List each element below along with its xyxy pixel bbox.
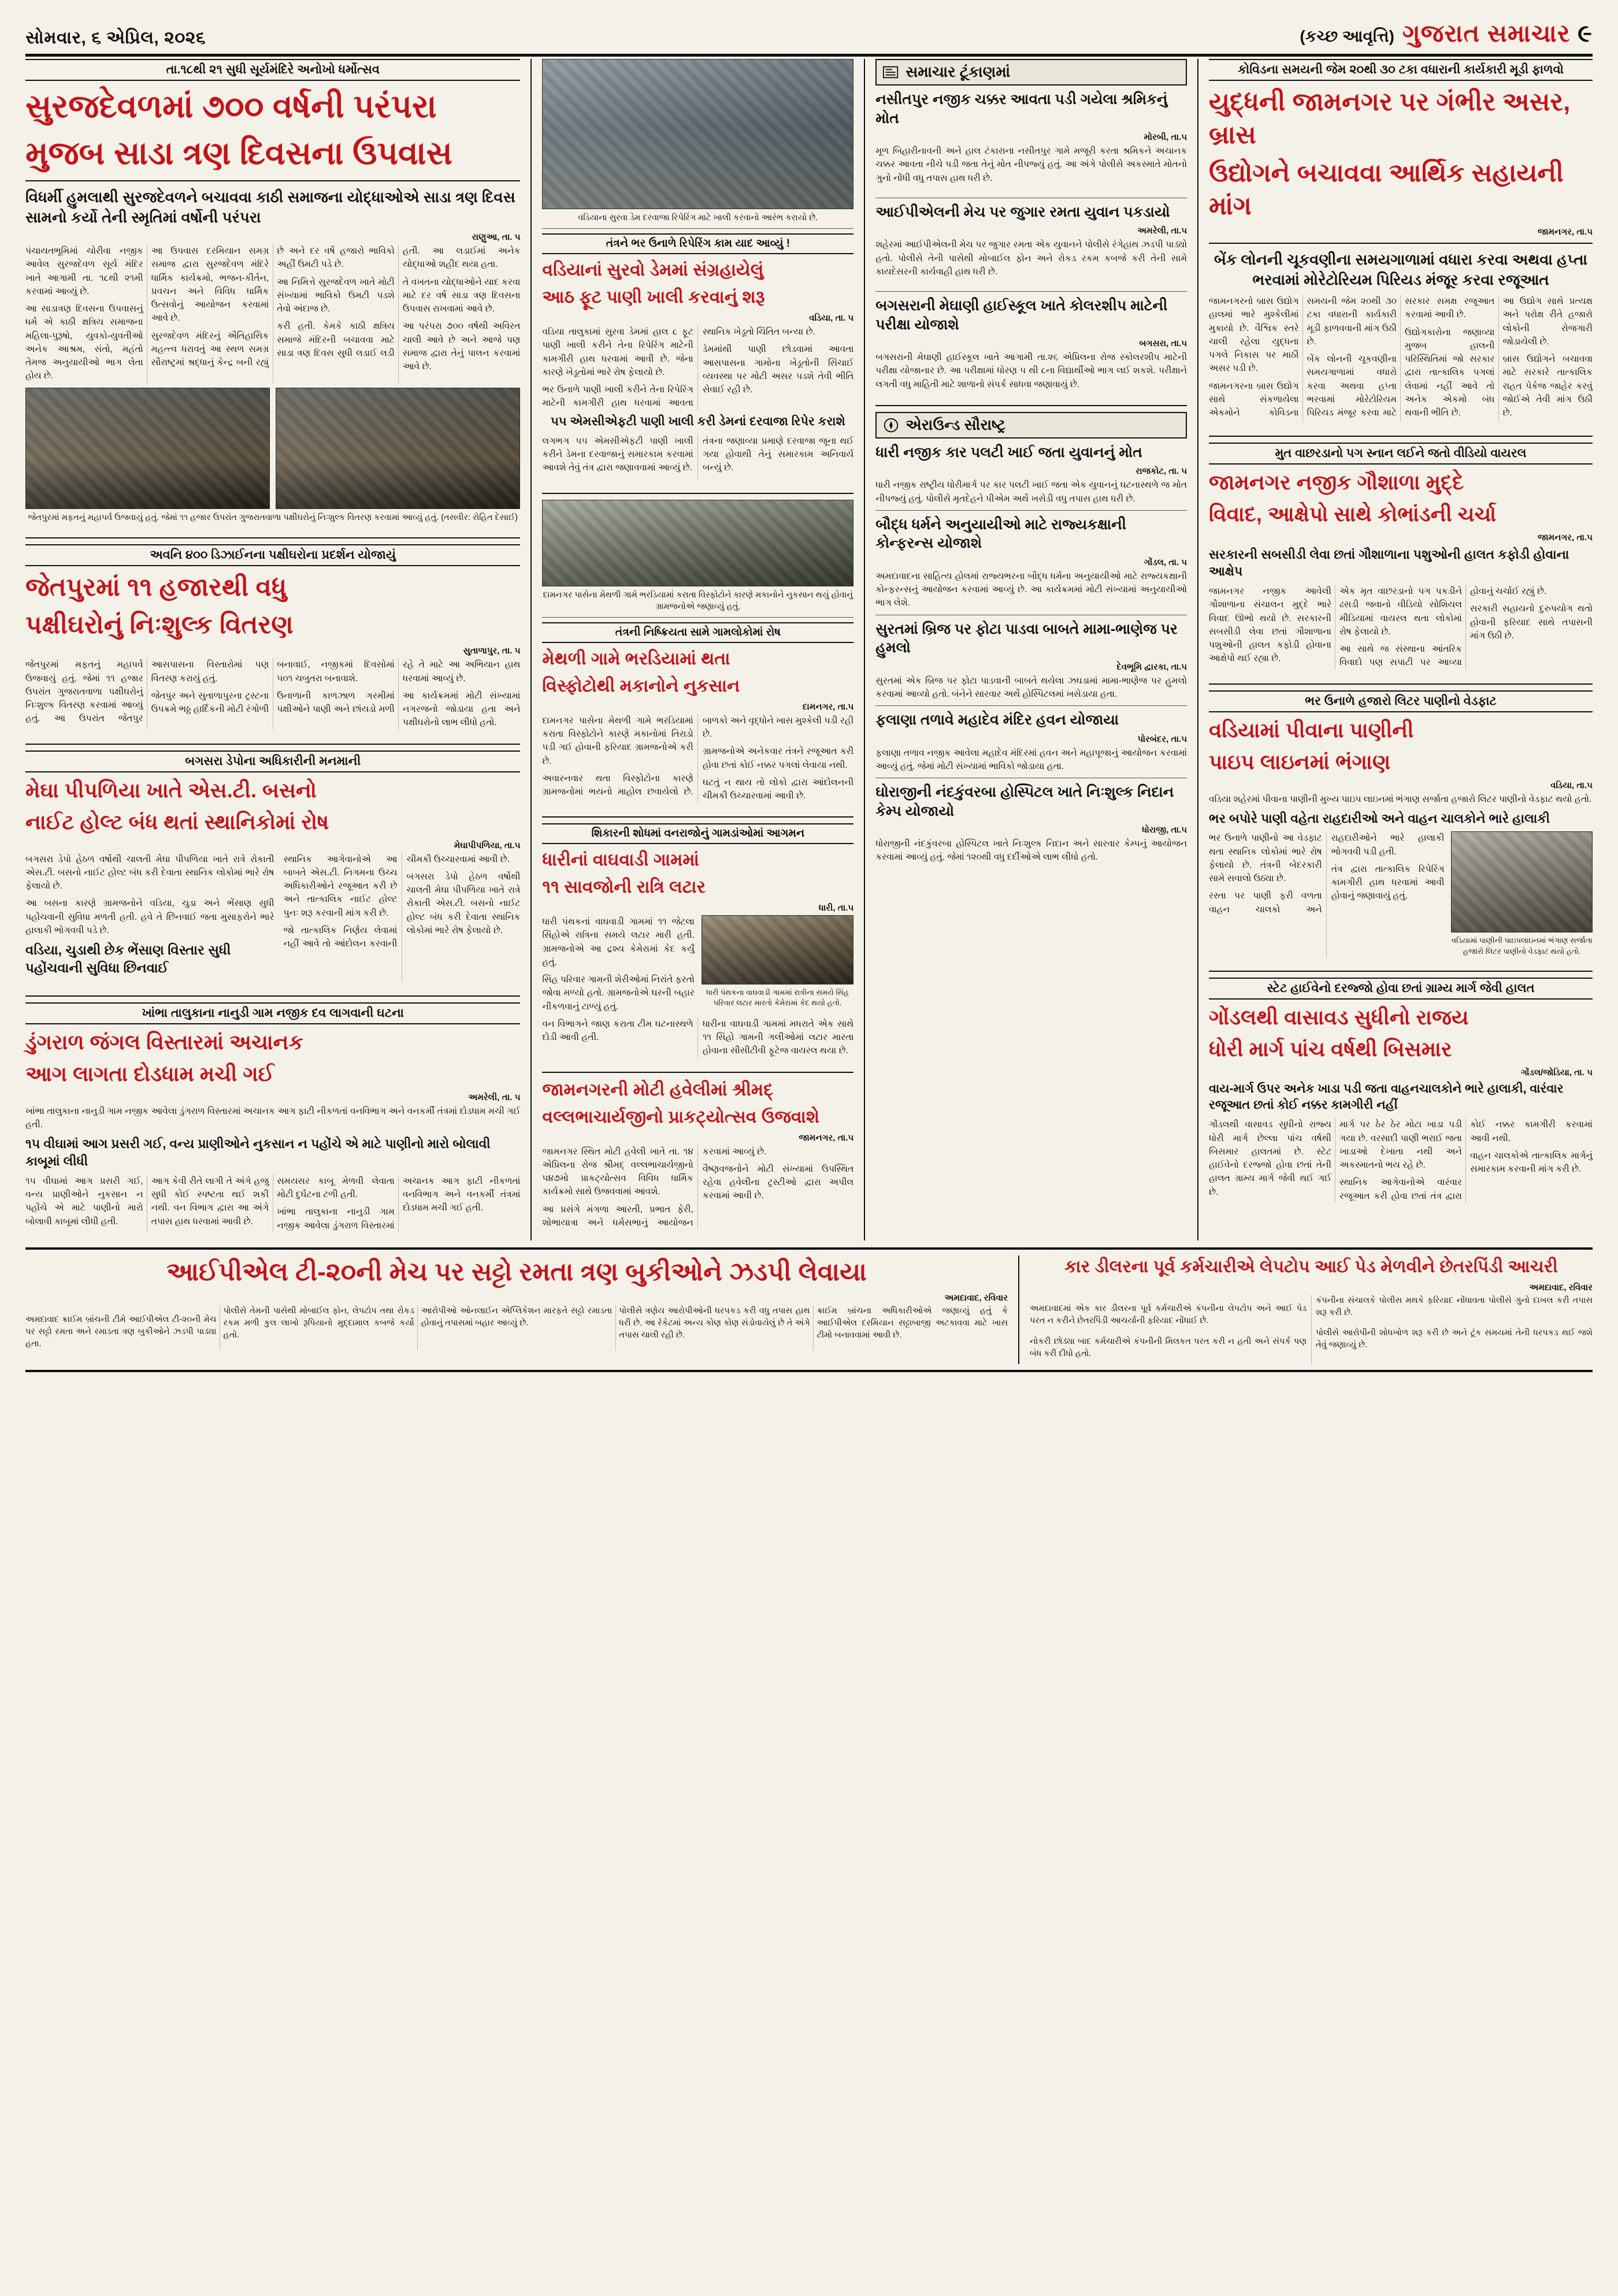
saurashtra-body: ધોરાજીની નંદકુંવરબા હોસ્પિટલ ખાતે નિઃશુલ્ક નિદાન અને સારવાર કેમ્પનું આયોજન કરવામાં આવ્યું હતું. જેમાં ૧૨૦થી વધુ દર્દીઓએ લાભ લીધો હતો. [875, 839, 1187, 863]
short-news-headline: બગસરાની મેઘાણી હાઈસ્કૂલ ખાતે કોલરશીપ માટેની પરીક્ષા યોજાશે [875, 298, 1168, 333]
article-war-brass [1209, 59, 1593, 422]
bottom-strip [25, 1247, 1593, 1372]
section-short-news [875, 59, 1187, 185]
pipeline-byline: વડિયા, તા.૫ [1550, 780, 1593, 790]
dam-para: ડેમમાંથી પાણી છોડવામાં આવતા આસપાસના ગામોના ખેડૂતોની સિંચાઈ વ્યવસ્થા પર મોટી અસર પડશે તેવી ભીતિ સેવાઈ રહી છે. [702, 344, 854, 395]
highway-byline: ગોંડલ/જોડિયા, તા. ૫ [1520, 1067, 1593, 1078]
article-dam [542, 59, 853, 479]
jetpur-headline-2: પક્ષીઘરોનું નિઃશુલ્ક વિતરણ [25, 611, 294, 640]
pipeline-para: રસ્તા પર પાણી ફરી વળતા વાહન ચાલકો અને રાહદારીઓને ભારે હાલાકી ભોગવવી પડી હતી. [1209, 833, 1445, 915]
haveli-para: વૈષ્ણવજનોને મોટી સંખ્યામાં ઉપસ્થિત રહેવા હવેલીના ટ્રસ્ટીઓ દ્વારા અપીલ કરવામાં આવી છે. [702, 1164, 854, 1201]
pipeline-headline-2: પાઇપ લાઇનમાં ભંગાણ [1209, 749, 1391, 774]
bhadiya-headline-3: વિસ્ફોટોથી મકાનોને નુકસાન [542, 676, 740, 696]
dam-photo-caption: વડિયાના સુરવા ડેમ દરવાજા રિપેરિંગ માટે ખાલી કરવાનો આરંભ કરાયો છે. [578, 213, 818, 222]
fire-kicker: ખાંભા તાલુકાના નાનુડી ગામ નજીક દવ લાગવાની ઘટના [25, 1002, 520, 1024]
fire-byline: અમરેલી, તા. ૫ [468, 1092, 521, 1102]
pipeline-body [1209, 831, 1444, 956]
bottom-right-para: કંપનીના સંચાલકે પોલીસ મથકે ફરિયાદ નોંધાવતા પોલીસે ગુનો દાખલ કરી તપાસ શરૂ કરી છે. [1316, 1295, 1593, 1317]
bottom-left-para: આરોપીઓ ઓનલાઈન એપ્લિકેશન મારફતે સટ્ટો રમાડતા હોવાનું તપાસમાં બહાર આવ્યું છે. [421, 1306, 613, 1328]
fire-para: ખાંભા તાલુકાના નાનુડી ગામ નજીક આવેલા ડુંગરાળ વિસ્તારમાં અચાનક આગ ફાટી નીકળતાં વનવિભાગ અને વનકર્મી તંત્રમાં દોડધામ મચી ગઈ હતી. [25, 1106, 521, 1130]
war-headline-2: ઉદ્યોગને બચાવવા આર્થિક સહાયની માંગ [1209, 158, 1564, 220]
jetpur-kicker: અવનિ ૪૦૦ ડિઝાઈનના પક્ષીઘરોના પ્રદર્શન યોજાયું [25, 544, 520, 566]
bottom-right-para: અમદાવાદમાં એક કાર ડીલરના પૂર્વ કર્મચારીએ કંપનીના લેપટોપ અને આઈ પેડ પરત ન કરીને છેતરપિંડી આચર્યાની ફરિયાદ નોંધાઈ છે. [1030, 1304, 1307, 1326]
around-saurashtra-header [875, 412, 1187, 439]
bottom-left-para: પોલીસે ત્રણેય આરોપીઓની ધરપકડ કરી વધુ તપાસ હાથ ધરી છે. આ રેકેટમાં અન્ય કોણ કોણ સંડોવાયેલું છે તે અંગે તપાસ ચાલી રહી છે. [619, 1306, 810, 1340]
bottom-left-para: પોલીસે તેમની પાસેથી મોબાઈલ ફોન, લેપટોપ તથા રોકડ રકમ મળી કુલ લાખો રૂપિયાનો મુદ્દામાલ કબજે કર્યો હતો. [223, 1306, 414, 1340]
saurashtra-body: સુરતમાં એક બ્રિજ પર ફોટા પાડવાની બાબતે થયેલા ઝઘડામાં મામા-ભાણેજ પર હુમલો કરવામાં આવ્યો હતો. બંનેને સારવાર અર્થે હોસ્પિટલમાં ખસેડાયા હતા. [875, 675, 1187, 699]
lion-para: ધારી પંથકનાં વાઘવાડી ગામમાં ૧૧ જેટલા સિંહોએ રાત્રિના સમયે લટાર મારી હતી. ગ્રામજનોએ આ દ્રશ્ય કેમેરામાં કેદ કર્યું હતું. [542, 917, 695, 967]
bagsara-para: જો તાત્કાલિક નિર્ણય લેવામાં નહીં આવે તો આંદોલન કરવાની ચીમકી ઉચ્ચારવામાં આવી છે. [283, 854, 510, 949]
dam-body [542, 325, 853, 410]
lion-headline-1: ધારીનાં વાઘવાડી ગામમાં [542, 850, 699, 870]
masthead [25, 20, 1593, 57]
highway-para: સ્થાનિક આગેવાનોએ વારંવાર રજૂઆત કરી હોવા છતાં તંત્ર દ્વારા કોઈ નક્કર કામગીરી કરવામાં આવી નથી. [1339, 1120, 1593, 1201]
dam-byline: વડિયા, તા. ૫ [809, 313, 854, 324]
lion-photo-caption: ધારી પંથકના વાઘવાડી ગામમાં રાત્રીના સમયે સિંહ પરિવાર લટાર મારતો કેમેરામાં કેદ થયો હતો. [706, 988, 849, 1008]
dam-para: લગભગ ૫૫ એમસીએફટી પાણી ખાલી કરીને ડેમના દરવાજાનું સમારકામ કરવામાં આવશે તેવું તંત્ર દ્વારા જણાવવામાં આવ્યું છે. [542, 436, 693, 473]
lion-body-left [542, 915, 694, 1017]
dam-subheadline: ૫૫ એમસીએફટી પાણી ખાલી કરી ડેમનાં દરવાજા રિપેર કરાશે [550, 414, 845, 428]
war-para: જામનગરના બ્રાસ ઉદ્યોગ સાથે સંકળાયેલા એકમોને કોવિડના સમયની જેમ ૨૦થી ૩૦ ટકા વધારાની કાર્યકારી મૂડી ફાળવવાની માંગ ઉઠી છે. [1209, 296, 1397, 418]
column-left [25, 59, 520, 1240]
war-subheadline: બેંક લોનની ચૂકવણીના સમયગાળામાં વધારા કરવા અથવા હપ્તા ભરવામાં મોરેટોરિયમ પિરિયડ મંજૂર કરવા રજૂઆત [1214, 251, 1587, 289]
war-kicker: કોવિડના સમયની જેમ ૨૦થી ૩૦ ટકા વધારાની કાર્યકારી મૂડી ફાળવો [1209, 59, 1593, 81]
article-lead [25, 59, 520, 523]
jetpur-headline-1: જેતપુરમાં ૧૧ હજારથી વધુ [25, 573, 287, 602]
fire-para: આગ કેવી રીતે લાગી તે અંગે હજુ સુધી કોઈ સ્પષ્ટતા થઈ શકી નથી. વન વિભાગ દ્વારા આ અંગે તપાસ હાથ ધરવામાં આવી છે. [151, 1176, 269, 1227]
bagsara-para: બગસરા ડેપો હેઠળ વર્ષોથી ચાલતી મેઘા પીપળિયા ખાતે રાત્રે રોકાતી એસ.ટી. બસનો નાઈટ હોલ્ટ બંધ કરી દેવાતા સ્થાનિક લોકોમાં ભારે રોષ ફેલાયો છે. [25, 854, 274, 891]
jetpur-para: જેતપુરમાં મફતનું મહાપર્વ ઉજવાયું હતું. જેમાં ૧૧ હજાર ઉપરાંત ગુજરાતવાળા પક્ષીઘરોનું નિઃશુલ્ક વિતરણ કરવામાં આવ્યું હતું. આ ઉપરાંત જેતપુર આસપાસના વિસ્તારોમાં પણ વિતરણ કરાયું હતું. [25, 660, 269, 724]
dam-headline-1: વડિયાનાં સુરવો ડેમમાં સંગ્રહાયેલું [542, 261, 764, 280]
section-around-saurashtra [875, 412, 1187, 864]
article-gaushala [1209, 443, 1593, 670]
gaushala-subheadline: સરકારની સબસીડી લેવા છતાં ગૌશાળાના પશુઓની હાલત કફોડી હોવાના આક્ષેપ [1209, 547, 1569, 579]
gaushala-para: જામનગર નજીક આવેલી ગૌશાળાના સંચાલન મુદ્દે ભારે વિવાદ ઊભો થયો છે. સરકારની સબસીડી લેવા છતાં ગૌશાળાના પશુઓની હાલત કફોડી હોવાના આક્ષેપો થઈ રહ્યા છે. [1209, 586, 1331, 664]
lead-subheadline: વિધર્મી હુમલાથી સુરજદેવળને બચાવવા કાઠી સમાજના યોદ્ધાઓએ સાડા ત્રણ દિવસ સામનો કર્યો તેની સ્મૃતિમાં વર્ષોની પરંપરા [25, 188, 515, 226]
bagsara-body-left [25, 853, 274, 938]
short-news-body: શહેરમાં આઈપીએલની મેચ પર જુગાર રમતા એક યુવાનને પોલીસે રંગેહાથ ઝડપી પાડ્યો હતો. પોલીસે તેની પાસેથી મોબાઈલ ફોન અને રોકડ રકમ કબજે કરી તેની સામે કાયદેસરની કાર્યવાહી હાથ ધરી છે. [875, 240, 1187, 277]
saurashtra-headline: ઘોરાજીની નંદકુંવરબા હોસ્પિટલ ખાતે નિઃશુલ્ક નિદાન કેમ્પ યોજાયો [875, 784, 1174, 819]
pipeline-kicker: ભર ઉનાળે હજારો લિટર પાણીનો વેડફાટ [1209, 690, 1593, 712]
lion-para: સિંહ પરિવાર ગામની શેરીઓમાં નિરાંતે ફરતો જોવા મળ્યો હતો. ગ્રામજનોએ ઘરની બહાર નીકળવાનું ટાળ્યું હતું. [542, 975, 695, 1012]
gaushala-para: સરકારી સહાયનો દુરુપયોગ થતો હોવાની ફરિયાદ સાથે તપાસની માંગ ઉઠી છે. [1469, 604, 1593, 641]
publication-date: સોમવાર, ૬ એપ્રિલ, ૨૦૨૬ [25, 28, 206, 47]
bottom-left-para: અમદાવાદ ક્રાઈમ બ્રાંચની ટીમે આઈપીએલ ટી-૨૦ની મેચ પર સટ્ટો રમતા અને રમાડતા ત્રણ બુકીઓને ઝડપી પાડ્યા હતા. [25, 1314, 217, 1348]
photo-lions-village [702, 915, 853, 984]
column-divider-3 [1197, 59, 1198, 1240]
lion-body-rest [542, 1017, 853, 1058]
war-para: આ ઉદ્યોગ સાથે પ્રત્યક્ષ અને પરોક્ષ રીતે હજારો લોકોની રોજગારી જોડાયેલી છે. [1502, 296, 1593, 347]
jetpur-para: જેતપુર અને સુતાળાપુરના ટ્રસ્ટના ઉપક્રમે ભઠ્ઠ હાર્દિકની મોટી રંગોળી બનાવાઈ, નજીકમાં દિવસોમાં ૫૦૧ ચબુતરા બનાવાશે. [151, 660, 395, 715]
gaushala-body [1209, 585, 1593, 670]
saurashtra-item [875, 711, 1187, 773]
pipeline-para: તંત્ર દ્વારા તાત્કાલિક રિપેરિંગ કામગીરી હાથ ધરવામાં આવી હોવાનું જણાવાયું હતું. [1331, 864, 1445, 901]
haveli-headline-2: વલ્લભાચાર્યજીનો પ્રાકટ્યોત્સવ ઉજવાશે [542, 1107, 820, 1127]
gaushala-byline: જામનગર, તા.૫ [1537, 532, 1593, 543]
saurashtra-body: ધારી નજીક રાષ્ટ્રીય ધોરીમાર્ગ પર કાર પલટી ખાઈ જતા એક યુવાનનું ઘટનાસ્થળે જ મોત નીપજ્યું હતું. પોલીસે મૃતદેહને પીએમ અર્થે ખસેડી વધુ તપાસ હાથ ધરી છે. [875, 480, 1187, 504]
bagsara-kicker: બગસરા ડેપોના અધિકારીની મનમાની [25, 751, 520, 772]
edition-label: (કચ્છ આવૃત્તિ) [1300, 27, 1394, 45]
bhadiya-para: ઘટતું ન થાય તો લોકો દ્વારા આંદોલનની ચીમકી ઉચ્ચારવામાં આવી છે. [702, 777, 854, 801]
column-divider-2 [864, 59, 865, 1240]
short-news-header [875, 59, 1187, 86]
main-grid [25, 59, 1593, 1240]
highway-subheadline: વાય-માર્ગ ઉપર અનેક ખાડા પડી જતા વાહનચાલકોને ભારે હાલાકી, વારંવાર રજૂઆત છતાં કોઈ નક્કર કામગીરી નહીં [1209, 1082, 1564, 1112]
short-news-item [875, 90, 1187, 185]
bhadiya-para: અવારનવાર થતા વિસ્ફોટોના કારણે ગ્રામજનોમાં ભયનો માહોલ છવાયેલો છે. બાળકો અને વૃદ્ધોને ખાસ મુશ્કેલી પડી રહી છે. [542, 715, 854, 797]
bottom-left-headline: આઈપીએલ ટી-૨૦ની મેચ પર સટ્ટો રમતા ત્રણ બુકીઓને ઝડપી લેવાયા [166, 1257, 867, 1286]
column-right [1209, 59, 1593, 1240]
lead-byline: રાણુઆ, તા. ૫ [472, 232, 521, 243]
dam-headline-2: આઠ ફૂટ પાણી ખાલી કરવાનું શરૂ [542, 288, 765, 307]
fire-body [25, 1175, 520, 1232]
war-para: જામનગરનો બ્રાસ ઉદ્યોગ હાલમાં ભારે મુશ્કેલીમાં મુકાયો છે. વૈશ્વિક સ્તરે ચાલી રહેલા યુદ્ધના પગલે નિકાસ પર માઠી અસર પડી છે. [1209, 296, 1299, 374]
lead-para: આ ઉપવાસ દરમિયાન સમગ્ર સમાજ દ્વારા સુરજદેવળ મંદિરે ધાર્મિક કાર્યક્રમો, ભજન-કીર્તન, પ્રવચન અને વિવિધ ધાર્મિક ઉત્સવોનું આયોજન કરવામાં આવે છે. [151, 246, 269, 324]
haveli-para: જામનગર સ્થિત મોટી હવેલી ખાતે તા. ૧૪ એપ્રિલના રોજ શ્રીમદ્ વલ્લભાચાર્યજીનો ૫૪૭મો પ્રાકટ્યોત્સવ વિવિધ ધાર્મિક કાર્યક્રમો સાથે ઉજવવામાં આવશે. [542, 1146, 693, 1197]
short-news-headline: આઈપીએલની મેચ પર જુગાર રમતા યુવાન પકડાયો [875, 203, 1170, 220]
lead-photo-caption: જેતપુરમાં મફતનું મહાપર્વ ઉજવાયું હતું. જેમાં ૧૧ હજાર ઉપરાંત ગુજરાતવાળા પક્ષીઘરોનું નિઃશુલ્ક વિતરણ કરવામાં આવ્યું હતું. (તસવીર: રોહિત દેસાઈ) [28, 512, 518, 522]
bagsara-body-right [283, 853, 520, 982]
highway-body [1209, 1118, 1593, 1203]
bhadiya-headline-2: મેથળી ગામે ભરડિયામાં થતા [542, 649, 730, 668]
jetpur-body [25, 658, 520, 729]
column-mid-left [542, 59, 853, 1240]
photo-pipeline-leak [1451, 831, 1593, 932]
fire-lead [25, 1105, 520, 1132]
pipeline-para: વડિયા શહેરમાં પીવાના પાણીની મુખ્ય પાઇપ લાઇનમાં ભંગાણ સર્જાતા હજારો લિટર પાણીનો વેડફાટ થયો હતો. [1209, 794, 1592, 804]
jetpur-para: આ કાર્યક્રમમાં મોટી સંખ્યામાં નગરજનો જોડાયા હતા અને પક્ષીઘરોનો લાભ લીધો હતો. [402, 690, 521, 728]
saurashtra-body: ફલાણા તળાવ નજીક આવેલા મહાદેવ મંદિરમાં હવન અને મહાપૂજાનું આયોજન કરવામાં આવ્યું હતું. જેમાં મોટી સંખ્યામાં ભાવિકો જોડાયા હતા. [875, 748, 1187, 771]
article-laptop-fraud [1030, 1255, 1593, 1364]
newspaper-icon [882, 64, 900, 81]
bottom-right-byline: અમદાવાદ, રવિવાર [1529, 1282, 1593, 1292]
lion-headline-2: ૧૧ સાવજોની રાત્રિ લટાર [542, 878, 706, 897]
saurashtra-byline: રાજકોટ, તા. ૫ [1135, 466, 1187, 477]
lead-headline-2: મુજબ સાડા ત્રણ દિવસના ઉપવાસ [25, 135, 452, 172]
haveli-body [542, 1145, 853, 1230]
lead-para: આ નિમિત્તે સુરજદેવળ ખાતે મોટી સંખ્યામાં ભાવિકો ઉમટી પડશે તેવો અંદાજ છે. [277, 277, 395, 314]
fire-subheadline: ૧૫ વીઘામાં આગ પ્રસરી ગઈ, વન્ય પ્રાણીઓને નુકસાન ન પહોંચે એ માટે પાણીનો મારો બોલાવી કાબૂમાં લીધી [25, 1136, 491, 1169]
highway-headline-1: ગોંડલથી વાસાવડ સુધીનો રાજય [1209, 1005, 1469, 1030]
lion-kicker: શિકારની શોધમાં વનરાજોનું ગામડાંઓમાં આગમન [542, 823, 853, 844]
saurashtra-item [875, 620, 1187, 701]
bhadiya-body [542, 714, 853, 803]
haveli-headline-1: જામનગરની મોટી હવેલીમાં શ્રીમદ્ [542, 1080, 773, 1099]
gaushala-headline-1: જામનગર નજીક ગૌશાળા મુદ્દે [1209, 470, 1464, 495]
bagsara-byline: મેઘાપીપળિયા, તા.૫ [454, 840, 521, 850]
dam-kicker: તંત્રને ભર ઉનાળે રિપેરિંગ કામ યાદ આવ્યું ! [542, 233, 853, 254]
war-byline: જામનગર, તા.૫ [1537, 227, 1593, 237]
saurashtra-headline: સુરતમાં બ્રિજ પર ફોટા પાડવા બાબતે મામા-ભાણેજ પર હુમલો [875, 621, 1178, 656]
bagsara-para: સ્થાનિક આગેવાનોએ આ બાબતે એસ.ટી. નિગમના ઉચ્ચ અધિકારીઓને રજૂઆત કરી છે અને તાત્કાલિક નાઈટ હોલ્ટ પુનઃ શરૂ કરવાની માંગ કરી છે. [283, 854, 398, 918]
fire-para: સમયસર કાબૂ મેળવી લેવાતા મોટી દુર્ઘટના ટળી હતી. [277, 1176, 395, 1200]
lead-para: આ પરંપરા ૭૦૦ વર્ષથી અવિરત ચાલી આવે છે અને આજે પણ સમાજ દ્વારા તેનું પાલન કરવામાં આવે છે. [402, 321, 521, 372]
bhadiya-kicker: તંત્રની નિષ્ક્રિયતા સામે ગામલોકોમાં રોષ [542, 622, 853, 643]
lead-para: આ સાડાત્રણ દિવસના ઉપવાસનું ધર્મ એ કાઠી ક્ષત્રિય સમાજના મહિલા-પુરૂષો, યુવકો-યુવતીઓ અનેક આશ્રમ, સંતો, મહંતો તેમજ અનુયાયીઓ ભાગ લેતા હોય છે. [25, 304, 143, 381]
saurashtra-byline: પોરબંદર, તા.૫ [1137, 734, 1187, 744]
short-news-body: મૂળ બિહારીનાવની અને હાલ ટંકારાના નસીતપુર ગામે મજૂરી કરતા શ્રમિકને અચાનક ચક્કર આવતા નીચે પડી જતા તેનું મોત નીપજ્યું હતું. આ અંગે પોલીસે અકસ્માતે મોતનો ગુનો નોંધી વધુ તપાસ હાથ ધરી છે. [875, 146, 1187, 183]
short-news-byline: અમરેલી, તા.૫ [1137, 226, 1187, 236]
highway-kicker: સ્ટેટ હાઈવેનો દરજ્જો હોવા છતાં ગ્રામ્ય માર્ગ જેવી હાલત [1209, 978, 1593, 1000]
lead-para: કરી હતી. કેમકે કાઠી ક્ષત્રિય સમાજે મંદિરની બચાવવા માટે સાડા ત્રણ દિવસ સુધી લડાઈ લડી હતી. આ લડાઈમાં અનેક યોદ્ધાઓ શહીદ થયા હતા. [277, 246, 521, 358]
saurashtra-item [875, 783, 1187, 864]
photo-dam-gates [542, 59, 853, 209]
article-pipeline [1209, 690, 1593, 957]
article-highway [1209, 978, 1593, 1203]
around-saurashtra-title: એરાઉન્ડ સૌરાષ્ટ્ર [906, 415, 1006, 433]
article-bhadiya [542, 500, 853, 803]
war-body [1209, 295, 1593, 422]
fire-para: ૧૫ વીઘામાં આગ પ્રસરી ગઈ, વન્ય પ્રાણીઓને નુકસાન ન પહોંચે એ માટે પાણીનો મારો બોલાવી કાબૂમાં લીધી હતી. [25, 1176, 143, 1227]
jetpur-para: ઉનાળાની કાળઝાળ ગરમીમાં પક્ષીઓને પાણી અને છાંયડો મળી રહે તે માટે આ અભિયાન હાથ ધરવામાં આવ્યું છે. [277, 660, 521, 715]
bagsara-para: આ બસના કારણે ગ્રામજનોને વડિયા, ચુડા અને ભેંસાણ સુધી પહોંચવાની સુવિધા મળતી હતી. હવે તે છિનવાઈ જતા મુસાફરોને ભારે હાલાકી ભોગવવી પડે છે. [25, 898, 274, 935]
lion-para: ધારીના વાઘવાડી ગામમાં મધરાતે એક સાથે ૧૧ સિંહો ગામની ગલીઓમાં લટાર મારતા હોવાના સીસીટીવી ફૂટેજ વાયરલ થયા છે. [702, 1019, 854, 1056]
bottom-left-body [25, 1305, 1008, 1350]
saurashtra-headline: ધારી નજીક કાર પલટી ખાઈ જતા યુવાનનું મોત [875, 444, 1142, 460]
war-para: બેંક લોનની ચૂકવણીના સમયગાળામાં વધારો કરવા અથવા હપ્તા ભરવામાં મોરેટોરિયમ પિરિયડ મંજૂર કરવા માટે સરકાર સમક્ષ રજૂઆત કરવામાં આવી છે. [1307, 296, 1495, 418]
lead-kicker: તા.૧૮થી ૨૧ સુધી સૂર્યમંદિરે અનોખો ધર્મોત્સવ [25, 59, 520, 81]
dam-para: તંત્રના જણાવ્યા પ્રમાણે દરવાજા જૂના થઈ ગયા હોવાથી તેનું સમારકામ અનિવાર્ય બન્યું છે. [702, 436, 854, 473]
article-fire [25, 1002, 520, 1232]
publication-logo [1402, 20, 1593, 48]
lead-para: તે વખતના યોદ્ધાઓને યાદ કરવા માટે દર વર્ષે સાડા ત્રણ દિવસના ઉપવાસ રાખવામાં આવે છે. [402, 277, 521, 314]
lead-body [25, 244, 520, 383]
fire-headline-1: ડુંગરાળ જંગલ વિસ્તારમાં અચાનક [25, 1030, 303, 1054]
bagsara-headline-2: નાઈટ હોલ્ટ બંધ થતાં સ્થાનિકોમાં રોષ [25, 809, 329, 834]
bottom-divider [1018, 1255, 1019, 1364]
bhadiya-para: ગ્રામજનોએ અનેકવાર તંત્રને રજૂઆત કરી હોવા છતાં કોઈ નક્કર પગલાં લેવાયા નથી. [702, 746, 854, 770]
lead-headline-1: સુરજદેવળમાં ૭૦૦ વર્ષની પરંપરા [25, 88, 437, 125]
article-short-ipl [875, 203, 1187, 278]
dam-body-2 [542, 434, 853, 479]
highway-para: વાહન ચાલકોએ તાત્કાલિક માર્ગનું સમારકામ કરવાની માંગ કરી છે. [1469, 1150, 1593, 1175]
bagsara-subheadline: વડિયા, ચુડાથી છેક ભેંસાણ વિસ્તાર સુધી પહોંચવાની સુવિધા છિનવાઈ [25, 942, 231, 976]
pipeline-subheadline: ભર બપોરે પાણી વહેતા રાહદારીઓ અને વાહન ચાલકોને ભારે હાલાકી [1209, 811, 1550, 826]
article-ipl-betting [25, 1255, 1008, 1364]
photo-jetpur-crowd-1 [25, 388, 270, 509]
article-short-scholarship [875, 296, 1187, 391]
bottom-right-para: પોલીસે આરોપીની શોધખોળ શરૂ કરી છે અને ટૂંક સમયમાં તેની ધરપકડ થઈ જશે તેવું જણાવ્યું છે. [1316, 1328, 1593, 1350]
short-news-byline: મોરબી, તા.૫ [1144, 132, 1187, 142]
photo-villagers-group [542, 500, 853, 586]
bhadiya-photo-caption: દામનગર પાસેના મેથળી ગામે ભરડિયામાં કરાતા વિસ્ફોટોને કારણે મકાનોને નુકસાન થયું હોવાનું ગ્રામજનોએ જણાવ્યું હતું. [543, 590, 853, 611]
short-news-byline: બગસરા, તા.૫ [1139, 339, 1187, 348]
article-jetpur [25, 544, 520, 730]
lion-para: વન વિભાગને જાણ કરાતા ટીમ ઘટનાસ્થળે દોડી આવી હતી. [542, 1019, 693, 1043]
saurashtra-headline: બૌદ્ધ ધર્મને અનુયાયીઓ માટે રાજ્યકક્ષાની કોન્ફરન્સ યોજાશે [875, 516, 1126, 552]
highway-para: ગોંડલથી વાસાવડ સુધીનો રાજ્ય ધોરી માર્ગ છેલ્લા પાંચ વર્ષથી બિસમાર હાલતમાં છે. સ્ટેટ હાઈવેનો દરજ્જો હોવા છતાં તેની હાલત ગ્રામ્ય માર્ગ જેવી થઈ ગઈ છે. [1209, 1120, 1331, 1197]
bottom-right-para: નોકરી છોડ્યા બાદ કર્મચારીએ કંપનીની મિલકત પરત કરી ન હતી અને સંપર્ક પણ બંધ કરી દીધો હતો. [1030, 1336, 1307, 1358]
column-divider-1 [530, 59, 532, 1240]
short-news-body: બગસરાની મેઘાણી હાઈસ્કૂલ ખાતે આગામી તા.૨૬ એપ્રિલના રોજ સ્કોલરશીપ માટેની પરીક્ષા યોજાનાર છે. આ પરીક્ષામાં ધોરણ ૫ થી ૮ના વિદ્યાર્થીઓ ભાગ લઈ શકશે. પરીક્ષાને લગતી વધુ માહિતી માટે શાળાનો સંપર્ક સાધવા જણાવાયું છે. [875, 352, 1187, 389]
column-mid-right [875, 59, 1187, 1240]
haveli-para: આ પ્રસંગે મંગળા આરતી, પ્રભાત ફેરી, શોભાયાત્રા અને ધર્મસભાનું આયોજન કરવામાં આવ્યું છે. [542, 1146, 767, 1228]
lead-para: સુરજદેવળ મંદિરનું ઐતિહાસિક મહત્ત્વ ધરાવતું આ સ્થળ સમગ્ર સૌરાષ્ટ્રમાં શ્રદ્ધાનું કેન્દ્ર બની રહ્યું છે અને દર વર્ષે હજારો ભાવિકો અહીં ઉમટી પડે છે. [151, 246, 395, 368]
saurashtra-byline: દેવભૂમિ દ્વારકા, તા.૫ [1116, 662, 1187, 672]
article-lion [542, 823, 853, 1057]
haveli-byline: જામનગર, તા.૫ [799, 1132, 854, 1143]
bhadiya-byline: દામનગર, તા.૫ [802, 701, 854, 712]
war-headline-1: યુદ્ધની જામનગર પર ગંભીર અસર, બ્રાસ [1209, 88, 1571, 150]
bottom-left-para: ક્રાઈમ બ્રાંચના અધિકારીઓએ જણાવ્યું હતું કે આઈપીએલ દરમિયાન સટ્ટાબાજી અટકાવવા માટે ખાસ ટીમો બનાવવામાં આવી છે. [817, 1306, 1008, 1340]
gaushala-kicker: મુત વાછરડાનો પગ સ્નાન લઈને જતો વીડિયો વાયરલ [1209, 443, 1593, 465]
saurashtra-headline: ફલાણા તળાવે મહાદેવ મંદિર હવન યોજાયા [875, 712, 1119, 728]
saurashtra-byline: ગોંડલ, તા. ૫ [1144, 557, 1187, 567]
fire-headline-2: આગ લાગતા દોડધામ મચી ગઈ [25, 1062, 274, 1086]
short-news-title: સમાચાર ટૂંકાણમાં [906, 63, 1011, 80]
bottom-right-body [1030, 1295, 1593, 1364]
compass-icon [882, 417, 900, 434]
pipeline-lead [1209, 793, 1593, 806]
logo-text: ગુજરાત સમાચાર [1402, 20, 1571, 47]
saurashtra-body: અમદાવાદના સાહિત્ય હોલમાં રાજ્યભરના બૌદ્ધ ધર્મના અનુયાયીઓ માટે રાજ્યકક્ષાની કોન્ફરન્સનું આયોજન કરવામાં આવ્યું છે. આ કાર્યક્રમમાં મોટી સંખ્યામાં અનુયાયીઓ ભાગ લેશે. [875, 571, 1187, 608]
gaushala-para: એક મૃત વાછરડાનો પગ પકડીને ઢસડી જવાનો વીડિયો સોશિયલ મીડિયામાં વાયરલ થતા લોકોમાં રોષ ફેલાયો છે. [1339, 586, 1462, 637]
dam-para: વડિયા તાલુકામાં સુરવા ડેમમાં હાલ ૮ ફૂટ પાણી ખાલી કરીને તેના રિપેરિંગ માટેની કામગીરી હાથ ધરવામાં આવી છે. જેના કારણે ખેડૂતોમાં ભારે રોષ ફેલાયો છે. [542, 327, 693, 377]
saurashtra-item [875, 443, 1187, 506]
saurashtra-item [875, 515, 1187, 610]
bottom-right-headline: કાર ડીલરના પૂર્વ કર્મચારીએ લેપટોપ આઈ પેડ મેળવીને છેતરપિંડી આચરી [1064, 1257, 1558, 1276]
photo-jetpur-crowd-2 [276, 388, 520, 509]
war-para: ઉદ્યોગકારોના જણાવ્યા મુજબ હાલની પરિસ્થિતિમાં જો સરકાર દ્વારા તાત્કાલિક પગલાં લેવામાં નહીં આવે તો અનેક એકમો બંધ થવાની ભીતિ છે. [1404, 327, 1495, 418]
bhadiya-para: દામનગર પાસેના મેથળી ગામે ભરડિયામાં કરાતા વિસ્ફોટોને કારણે મકાનોમાં તિરાડો પડી ગઈ હોવાની ફરિયાદ ગ્રામજનોએ કરી છે. [542, 715, 693, 766]
highway-para: માર્ગ પર ઠેર ઠેર મોટા ખાડા પડી ગયા છે. વરસાદી પાણી ભરાઈ જતા ખાડાઓ દેખાતા નથી અને અકસ્માતનો ભય રહે છે. [1339, 1120, 1462, 1171]
war-para: બ્રાસ ઉદ્યોગને બચાવવા માટે સરકારે તાત્કાલિક રાહત પેકેજ જાહેર કરવું જોઈએ તેવી માંગ ઉઠી છે. [1502, 354, 1593, 418]
saurashtra-byline: ધોરાજી, તા.૫ [1142, 825, 1187, 835]
pipeline-headline-1: વડિયામાં પીવાના પાણીની [1209, 718, 1414, 742]
jetpur-byline: સુતાળાપુર, તા. ૫ [463, 646, 521, 656]
fire-para: ખાંભા તાલુકાના નાનુડી ગામ નજીક આવેલા ડુંગરાળ વિસ્તારમાં અચાનક આગ ફાટી નીકળતાં વનવિભાગ અને વનકર્મી તંત્રમાં દોડધામ મચી ગઈ હતી. [277, 1176, 521, 1231]
article-bagsara [25, 751, 520, 982]
pipeline-photo-caption: વડિયામાં પાણીની પાઇપલાઇનમાં ભંગાણ સર્જાતા હજારો લિટર પાણીનો વેડફાટ થયો હતો. [1451, 936, 1593, 956]
gaushala-headline-2: વિવાદ, આક્ષેપો સાથે કોભાંડની ચર્ચા [1209, 501, 1497, 526]
dam-para: ભર ઉનાળે પાણી ખાલી કરીને તેના રિપેરિંગ માટેની કામગીરી હાથ ધરવામાં આવતા સ્થાનિક ખેડૂતો ચિંતિત બન્યા છે. [542, 327, 815, 408]
pipeline-para: ભર ઉનાળે પાણીનો આ વેડફાટ થતા સ્થાનિક લોકોમાં ભારે રોષ ફેલાયો છે. તંત્રની બેદરકારી સામે સવાલો ઉઠ્યા છે. [1209, 833, 1322, 884]
lead-intro: પંચાયતભૂમિમાં ચોરીવા નજીક આવેલ સુરજદેવળ સૂર્ય મંદિર ખાતે આગામી તા. ૧૮થી ૨૧મી કરવામાં આવ્યું છે. [25, 246, 143, 296]
short-news-headline: નસીતપુર નજીક ચક્કર આવતા પડી ગયેલા શ્રમિકનું મોત [875, 91, 1168, 127]
lion-byline: ધારી, તા.૫ [818, 903, 854, 913]
article-haveli [542, 1079, 853, 1230]
bottom-left-byline: અમદાવાદ, રવિવાર [944, 1293, 1008, 1303]
page-number: ૯ [1578, 20, 1593, 47]
gaushala-para: આ સાથે જ સંસ્થાના આંતરિક વિવાદો પણ સપાટી પર આવ્યા હોવાનું ચર્ચાઈ રહ્યું છે. [1339, 586, 1547, 668]
bagsara-headline-1: મેઘા પીપળિયા ખાતે એસ.ટી. બસનો [25, 778, 317, 802]
bagsara-para: બગસરા ડેપો હેઠળ વર્ષોથી ચાલતી મેઘા પીપળિયા ખાતે રાત્રે રોકાતી એસ.ટી. બસનો નાઈટ હોલ્ટ બંધ કરી દેવાતા સ્થાનિક લોકોમાં ભારે રોષ ફેલાયો છે. [406, 871, 521, 935]
highway-headline-2: ધોરી માર્ગ પાંચ વર્ષથી બિસમાર [1209, 1036, 1452, 1061]
